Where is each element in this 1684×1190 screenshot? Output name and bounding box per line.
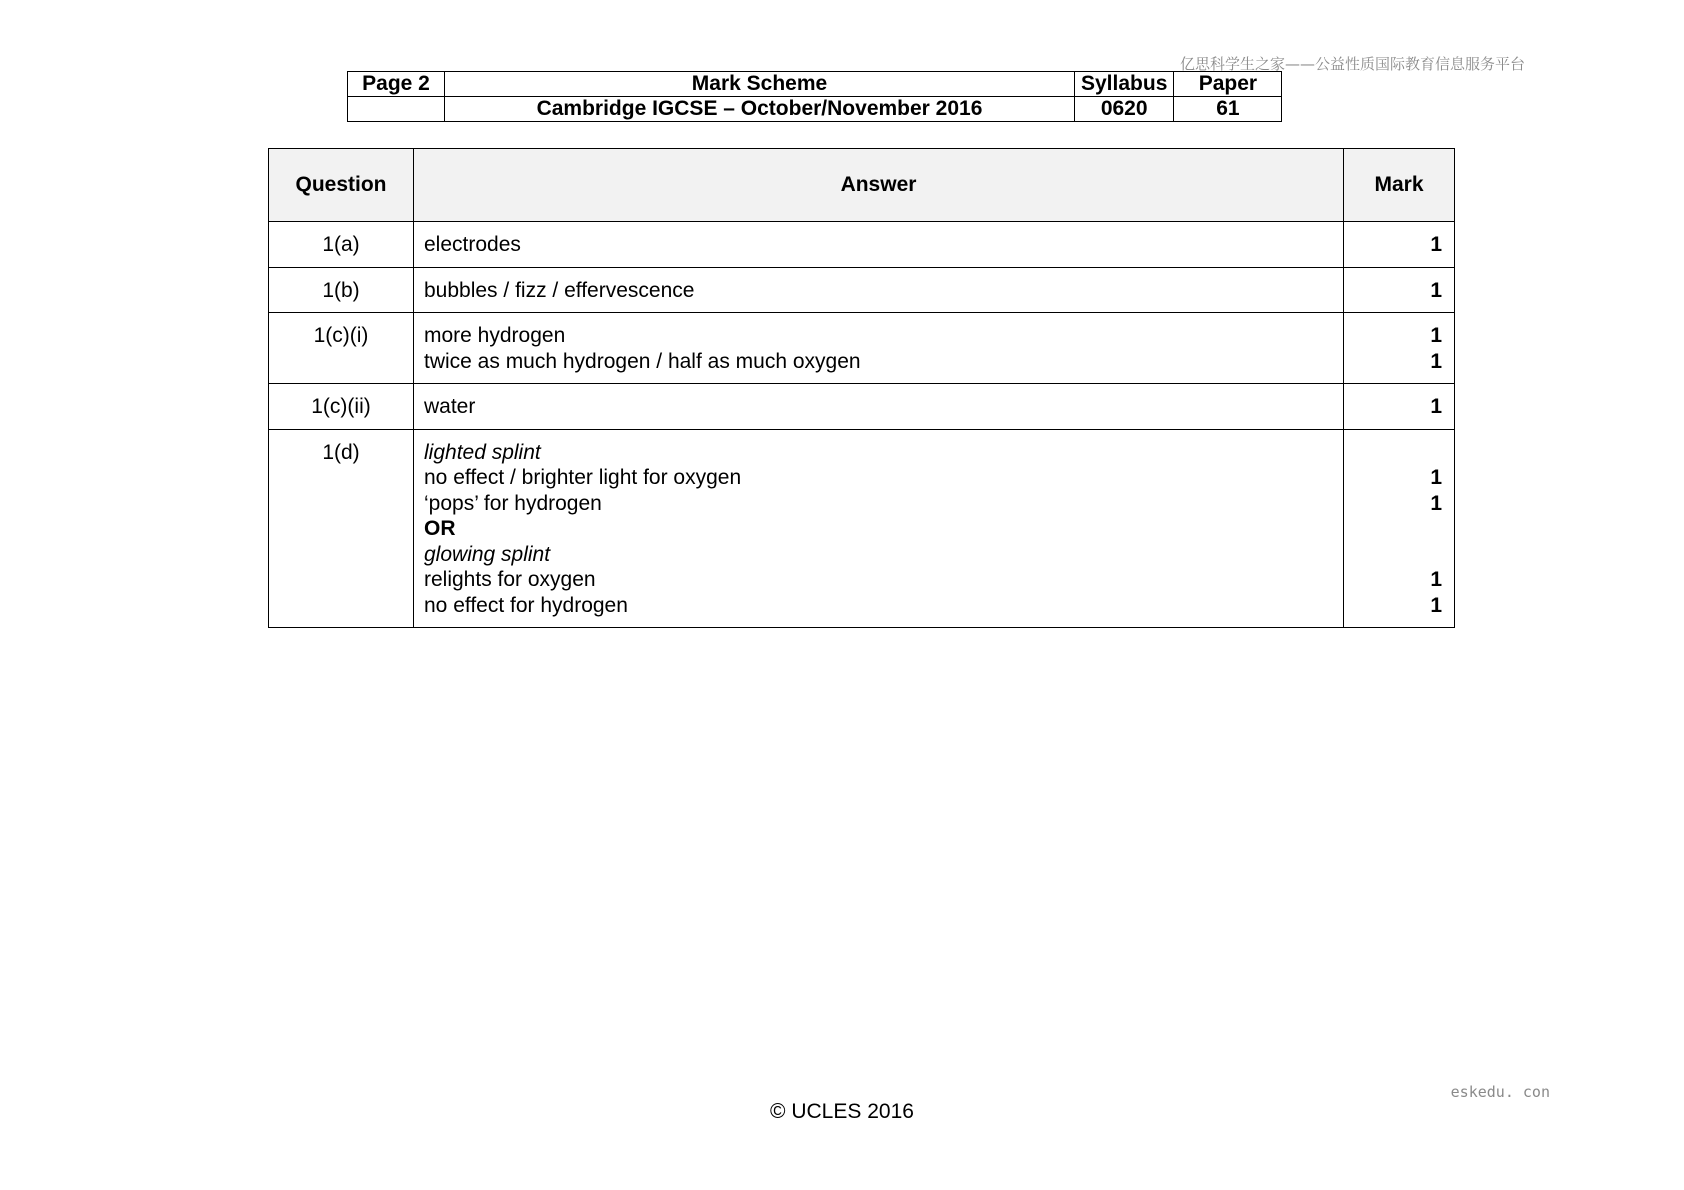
answer-cell xyxy=(414,384,1344,430)
question-header: Question xyxy=(269,149,414,222)
table-row xyxy=(269,267,1455,313)
mark-cell xyxy=(1344,429,1455,628)
page-label: Page 2 xyxy=(348,72,445,97)
mark-cell xyxy=(1344,222,1455,268)
document-title: Mark Scheme xyxy=(445,72,1075,97)
answer-line: ‘pops’ for hydrogen xyxy=(424,491,602,515)
mark-value: 1 xyxy=(1430,395,1442,418)
syllabus-code: 0620 xyxy=(1075,97,1174,122)
answer-cell xyxy=(414,222,1344,268)
table-row xyxy=(269,313,1455,384)
question-cell xyxy=(269,222,414,268)
table-row xyxy=(269,429,1455,628)
answer-subheading: lighted splint xyxy=(424,440,541,464)
mark-value: 1 xyxy=(1430,233,1442,256)
answer-line: electrodes xyxy=(424,233,521,256)
answer-header: Answer xyxy=(414,149,1344,222)
question-number: 1(d) xyxy=(322,440,360,464)
table-header-row xyxy=(269,149,1455,222)
answer-line: relights for oxygen xyxy=(424,568,596,591)
question-cell xyxy=(269,313,414,384)
answer-line: no effect for hydrogen xyxy=(424,593,628,617)
copyright-footer: © UCLES 2016 xyxy=(770,1100,914,1123)
watermark-bottom-text: eskedu. con xyxy=(1450,1083,1550,1101)
mark-value xyxy=(1344,542,1442,568)
question-number: 1(c)(i) xyxy=(313,324,369,347)
mark-header: Mark xyxy=(1344,149,1455,222)
mark-cell xyxy=(1344,267,1455,313)
answer-subheading: glowing splint xyxy=(424,542,551,566)
question-cell xyxy=(269,267,414,313)
paper-label: Paper xyxy=(1174,72,1282,97)
question-cell xyxy=(269,384,414,430)
mark-value xyxy=(1344,440,1442,466)
answer-line: water xyxy=(424,395,476,418)
mark-value: 1 xyxy=(1430,568,1442,591)
question-cell xyxy=(269,429,414,628)
answer-cell xyxy=(414,313,1344,384)
paper-number: 61 xyxy=(1174,97,1282,122)
document-subtitle: Cambridge IGCSE – October/November 2016 xyxy=(445,97,1075,122)
question-number: 1(c)(ii) xyxy=(311,395,371,418)
mark-scheme-table xyxy=(268,148,1455,628)
mark-value: 1 xyxy=(1430,466,1442,489)
mark-cell xyxy=(1344,313,1455,384)
mark-value xyxy=(1344,516,1442,542)
header-table xyxy=(347,71,1282,122)
answer-line: more hydrogen xyxy=(424,324,566,347)
answer-cell xyxy=(414,267,1344,313)
mark-value: 1 xyxy=(1430,593,1442,617)
mark-value: 1 xyxy=(1430,324,1442,347)
answer-line: bubbles / fizz / effervescence xyxy=(424,278,695,302)
answer-line: no effect / brighter light for oxygen xyxy=(424,466,742,489)
mark-cell xyxy=(1344,384,1455,430)
question-number: 1(a) xyxy=(322,233,360,256)
watermark-top-text: 亿思科学生之家——公益性质国际教育信息服务平台 xyxy=(1180,55,1526,73)
answer-cell xyxy=(414,429,1344,628)
syllabus-label: Syllabus xyxy=(1075,72,1174,97)
table-row xyxy=(269,222,1455,268)
answer-or-separator: OR xyxy=(424,517,456,540)
mark-value: 1 xyxy=(1430,278,1442,302)
question-number: 1(b) xyxy=(322,278,360,302)
mark-value: 1 xyxy=(1430,349,1442,373)
header-empty-cell xyxy=(348,97,445,122)
table-row xyxy=(269,384,1455,430)
mark-value: 1 xyxy=(1430,491,1442,515)
answer-line: twice as much hydrogen / half as much oxygen xyxy=(424,349,861,373)
